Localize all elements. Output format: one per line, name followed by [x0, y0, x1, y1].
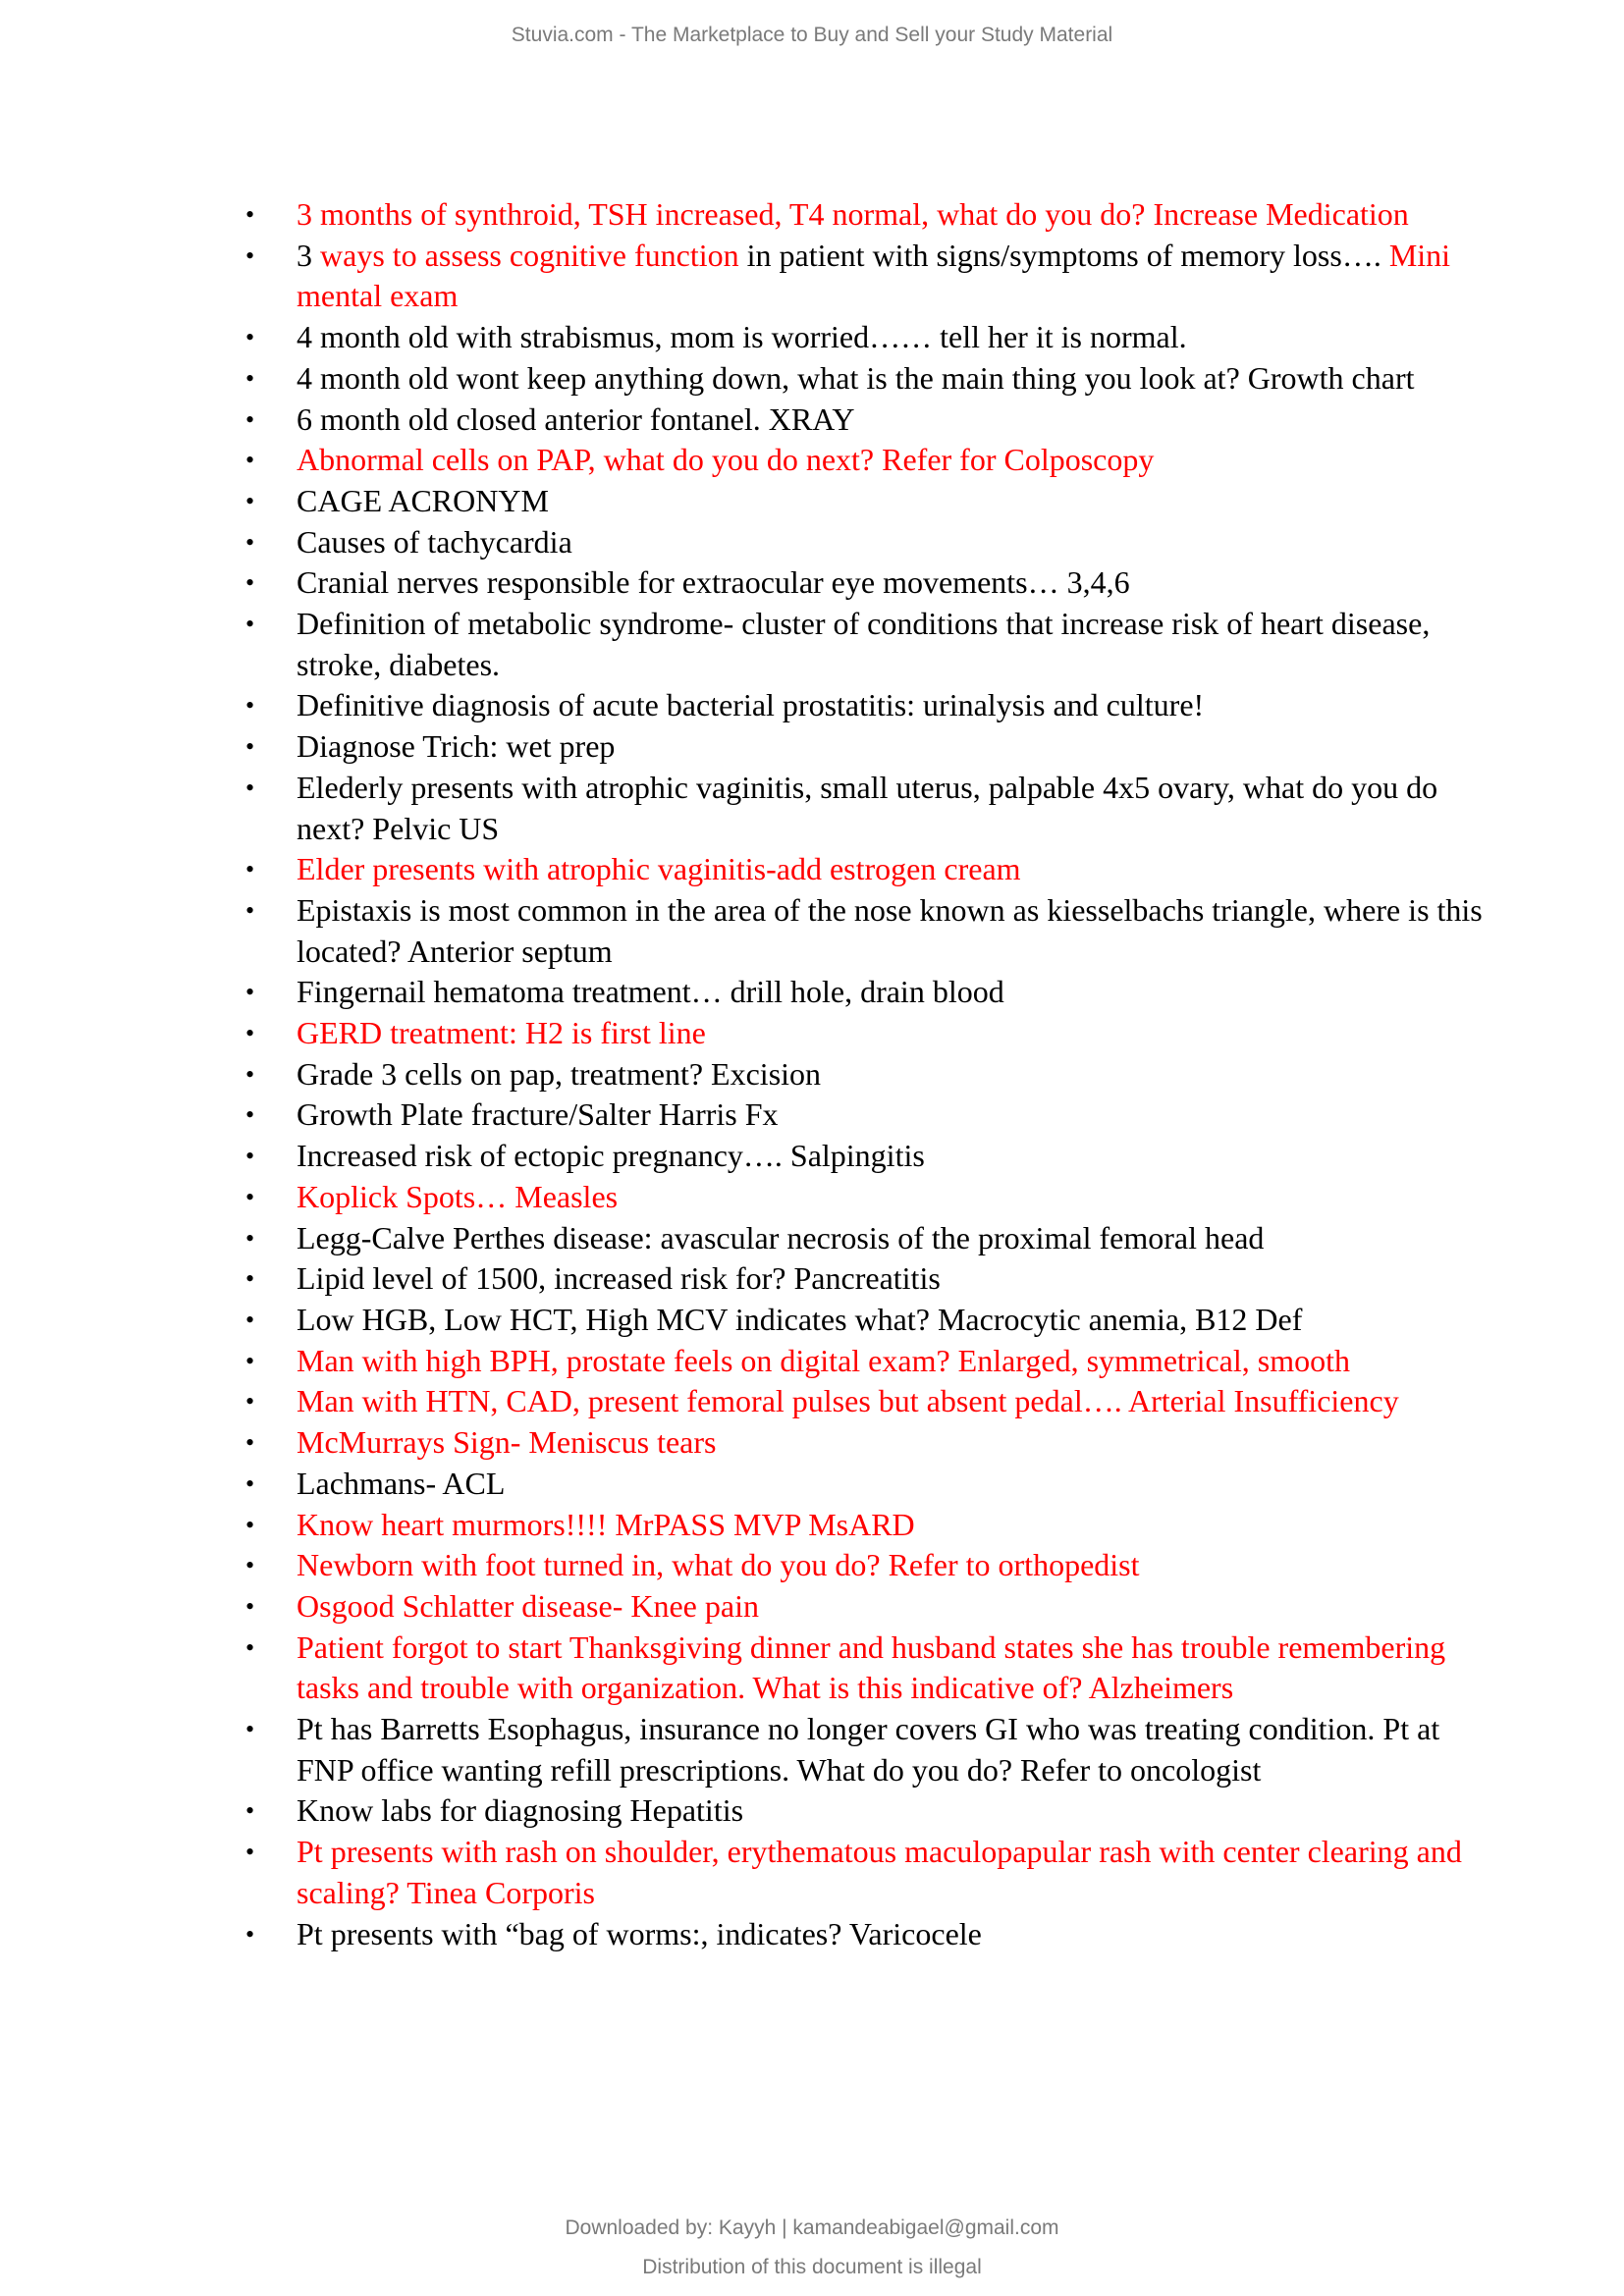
bullet-icon: •	[245, 1715, 255, 1744]
item-text: Fingernail hematoma treatment… drill hole, drain blood	[297, 974, 1004, 1010]
list-item	[245, 1790, 1489, 1832]
item-text: Lachmans- ACL	[297, 1465, 506, 1501]
bullet-icon: •	[245, 732, 255, 762]
bullet-icon: •	[245, 1305, 255, 1334]
item-text: Diagnose Trich: wet prep	[297, 728, 616, 765]
bullet-icon: •	[245, 1100, 255, 1130]
highlighted-text: Newborn with foot turned in, what do you do? Refer to orthopedist	[297, 1547, 1140, 1583]
highlighted-text: Mini mental exam	[297, 237, 1451, 314]
bullet-icon: •	[245, 855, 255, 884]
list-item	[245, 1258, 1489, 1300]
highlighted-text: Man with HTN, CAD, present femoral pulses but absent pedal…. Arterial Insufficiency	[297, 1383, 1399, 1419]
highlighted-text: Abnormal cells on PAP, what do you do next? Refer for Colposcopy	[297, 442, 1155, 478]
list-item	[245, 562, 1489, 604]
item-text: 4 month old with strabismus, mom is worried…… tell her it is normal.	[297, 319, 1187, 355]
list-item	[245, 685, 1489, 726]
list-item	[245, 726, 1489, 768]
list-item	[245, 481, 1489, 522]
list-item	[245, 1381, 1489, 1422]
list-item	[245, 604, 1489, 685]
footer-distribution-notice: Distribution of this document is illegal	[642, 2256, 982, 2278]
bullet-icon: •	[245, 404, 255, 434]
list-item	[245, 1341, 1489, 1382]
list-item	[245, 1914, 1489, 1955]
bullet-icon: •	[245, 895, 255, 925]
bullet-icon: •	[245, 1919, 255, 1949]
item-text: in patient with signs/symptoms of memory loss….	[738, 237, 1389, 273]
bullet-icon: •	[245, 1142, 255, 1171]
item-text: Pt presents with “bag of worms:, indicates? Varicocele	[297, 1915, 982, 1951]
bullet-icon: •	[245, 773, 255, 802]
list-item	[245, 1095, 1489, 1136]
list-item	[245, 849, 1489, 890]
highlighted-text: Patient forgot to start Thanksgiving dinner and husband states she has trouble remembering tasks and trouble with organization. What is this indicative of? Alzheimers	[297, 1629, 1446, 1706]
bullet-icon: •	[245, 1346, 255, 1375]
bullet-icon: •	[245, 363, 255, 393]
bullet-icon: •	[245, 527, 255, 557]
list-item	[245, 1628, 1489, 1709]
list-item	[245, 1136, 1489, 1177]
list-item	[245, 972, 1489, 1013]
list-item	[245, 358, 1489, 400]
list-item	[245, 1545, 1489, 1586]
list-item	[245, 236, 1489, 317]
highlighted-text: McMurrays Sign- Meniscus tears	[297, 1424, 717, 1461]
item-text: Elederly presents with atrophic vaginitis, small uterus, palpable 4x5 ovary, what do you do next? Pelvic US	[297, 769, 1438, 846]
list-item	[245, 440, 1489, 481]
list-item	[245, 1177, 1489, 1218]
item-text: Definition of metabolic syndrome- cluster of conditions that increase risk of heart disease, stroke, diabetes.	[297, 606, 1431, 682]
page-header: Stuvia.com - The Marketplace to Buy and Sell your Study Material	[511, 24, 1113, 46]
bullet-icon: •	[245, 978, 255, 1007]
item-text: 6 month old closed anterior fontanel. XRAY	[297, 400, 855, 437]
bullet-icon: •	[245, 240, 255, 270]
bullet-icon: •	[245, 1796, 255, 1826]
highlighted-text: Osgood Schlatter disease- Knee pain	[297, 1587, 759, 1624]
bullet-icon: •	[245, 568, 255, 598]
highlighted-text: Know heart murmors!!!! MrPASS MVP MsARD	[297, 1506, 915, 1542]
item-text: CAGE ACRONYM	[297, 482, 549, 518]
bullet-icon: •	[245, 1059, 255, 1089]
list-item	[245, 1505, 1489, 1546]
bullet-icon: •	[245, 200, 255, 229]
list-item	[245, 1422, 1489, 1464]
bullet-icon: •	[245, 691, 255, 721]
list-item	[245, 890, 1489, 972]
bullet-icon: •	[245, 1387, 255, 1416]
item-text: Lipid level of 1500, increased risk for? Pancreatitis	[297, 1260, 941, 1297]
bullet-icon: •	[245, 1019, 255, 1048]
list-item	[245, 1832, 1489, 1913]
list-item	[245, 194, 1489, 236]
bullet-icon: •	[245, 446, 255, 475]
bullet-icon: •	[245, 1591, 255, 1621]
bullet-icon: •	[245, 1264, 255, 1294]
footer-downloaded-by: Downloaded by: Kayyh | kamandeabigael@gmail.com	[565, 2216, 1059, 2239]
bullet-icon: •	[245, 1838, 255, 1867]
item-text: Legg-Calve Perthes disease: avascular necrosis of the proximal femoral head	[297, 1219, 1265, 1255]
highlighted-text: Elder presents with atrophic vaginitis-add estrogen cream	[297, 851, 1021, 887]
item-text: Definitive diagnosis of acute bacterial prostatitis: urinalysis and culture!	[297, 687, 1205, 723]
list-item	[245, 522, 1489, 563]
bullet-icon: •	[245, 610, 255, 639]
bullet-icon: •	[245, 1468, 255, 1498]
bullet-icon: •	[245, 1223, 255, 1253]
highlighted-text: ways to assess cognitive function	[320, 237, 739, 273]
highlighted-text: GERD treatment: H2 is first line	[297, 1015, 706, 1051]
list-item	[245, 317, 1489, 358]
list-item	[245, 1709, 1489, 1790]
bullet-icon: •	[245, 1632, 255, 1662]
bullet-list	[245, 194, 1489, 1954]
item-text: 4 month old wont keep anything down, what is the main thing you look at? Growth chart	[297, 359, 1415, 396]
list-item	[245, 1300, 1489, 1341]
highlighted-text: Pt presents with rash on shoulder, erythematous maculopapular rash with center clearing and scaling? Tinea Corporis	[297, 1834, 1462, 1910]
bullet-icon: •	[245, 323, 255, 352]
highlighted-text: Koplick Spots… Measles	[297, 1178, 619, 1214]
item-text: Low HGB, Low HCT, High MCV indicates what? Macrocytic anemia, B12 Def	[297, 1301, 1303, 1337]
highlighted-text: Man with high BPH, prostate feels on digital exam? Enlarged, symmetrical, smooth	[297, 1342, 1350, 1378]
list-item	[245, 1586, 1489, 1628]
list-item	[245, 1013, 1489, 1054]
bullet-icon: •	[245, 1551, 255, 1580]
bullet-icon: •	[245, 486, 255, 515]
bullet-icon: •	[245, 1428, 255, 1458]
list-item	[245, 768, 1489, 849]
item-text: Grade 3 cells on pap, treatment? Excision	[297, 1055, 822, 1092]
item-text: 3	[297, 237, 320, 273]
list-item	[245, 1464, 1489, 1505]
item-text: Causes of tachycardia	[297, 523, 572, 560]
item-text: Know labs for diagnosing Hepatitis	[297, 1792, 744, 1829]
highlighted-text: 3 months of synthroid, TSH increased, T4 normal, what do you do? Increase Medication	[297, 196, 1409, 232]
bullet-icon: •	[245, 1182, 255, 1211]
item-text: Pt has Barretts Esophagus, insurance no longer covers GI who was treating condition. Pt at FNP office wanting refill prescriptions. What do you do? Refer to oncologist	[297, 1711, 1440, 1788]
list-item	[245, 400, 1489, 441]
list-item	[245, 1054, 1489, 1095]
item-text: Growth Plate fracture/Salter Harris Fx	[297, 1096, 779, 1133]
item-text: Increased risk of ectopic pregnancy…. Salpingitis	[297, 1138, 925, 1174]
bullet-icon: •	[245, 1510, 255, 1539]
item-text: Cranial nerves responsible for extraocular eye movements… 3,4,6	[297, 564, 1130, 601]
item-text: Epistaxis is most common in the area of the nose known as kiesselbachs triangle, where is this located? Anterior septum	[297, 891, 1483, 969]
list-item	[245, 1218, 1489, 1259]
